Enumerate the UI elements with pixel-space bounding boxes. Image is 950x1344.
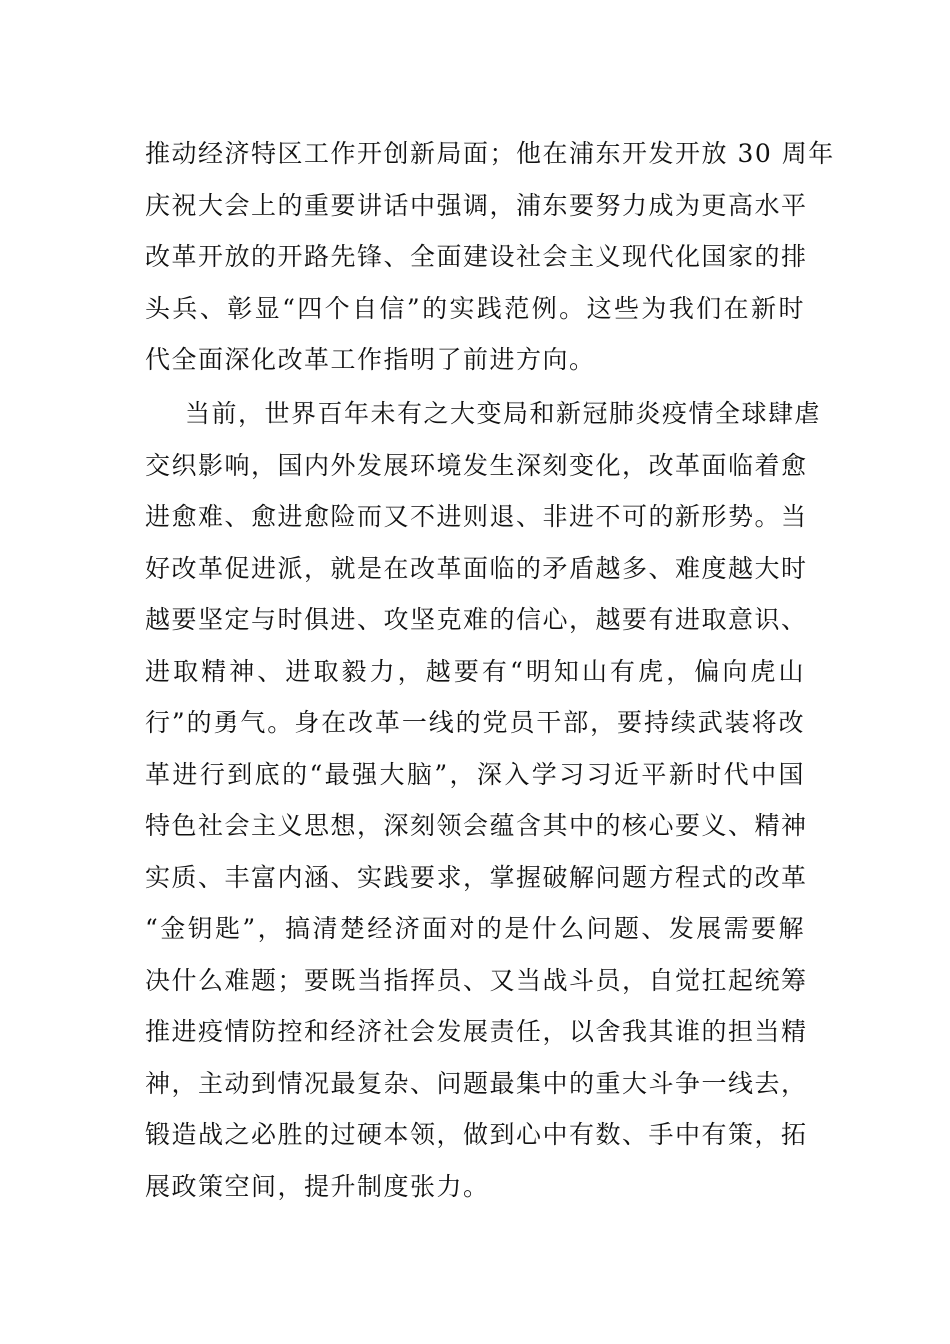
text-line: “金钥匙”，搞清楚经济面对的是什么问题、发展需要解 — [145, 914, 805, 943]
text-line: 推动经济特区工作开创新局面；他在浦东开发开放 30 周年 — [145, 139, 835, 168]
text-line: 行”的勇气。身在改革一线的党员干部，要持续武装将改 — [145, 708, 805, 737]
text-line: 进取精神、进取毅力，越要有“明知山有虎，偏向虎山 — [145, 656, 805, 686]
text-line: 当前，世界百年未有之大变局和新冠肺炎疫情全球肆虐 — [185, 399, 822, 428]
text-line: 进愈难、愈进愈险而又不进则退、非进不可的新形势。当 — [145, 502, 808, 531]
paragraph-2 — [145, 388, 822, 1212]
text-line: 决什么难题；要既当指挥员、又当战斗员，自觉扛起统筹 — [145, 965, 808, 995]
text-line: 推进疫情防控和经济社会发展责任，以舍我其谁的担当精 — [145, 1017, 808, 1046]
text-line: 革进行到底的“最强大脑”，深入学习习近平新时代中国 — [145, 759, 805, 789]
text-line: 实质、丰富内涵、实践要求，掌握破解问题方程式的改革 — [145, 862, 808, 892]
text-line: 越要坚定与时俱进、攻坚克难的信心，越要有进取意识、 — [145, 605, 808, 634]
text-line: 好改革促进派，就是在改革面临的矛盾越多、难度越大时 — [145, 553, 808, 583]
text-line: 庆祝大会上的重要讲话中强调，浦东要努力成为更高水平 — [145, 190, 808, 220]
text-line: 锻造战之必胜的过硬本领，做到心中有数、手中有策，拓 — [145, 1120, 808, 1149]
text-line: 特色社会主义思想，深刻领会蕴含其中的核心要义、精神 — [145, 811, 808, 840]
text-line: 交织影响，国内外发展环境发生深刻变化，改革面临着愈 — [145, 450, 808, 480]
text-line: 展政策空间，提升制度张力。 — [145, 1171, 490, 1201]
text-line: 头兵、彰显“四个自信”的实践范例。这些为我们在新时 — [145, 293, 805, 323]
text-line: 代全面深化改革工作指明了前进方向。 — [145, 345, 596, 374]
text-line: 改革开放的开路先锋、全面建设社会主义现代化国家的排 — [145, 242, 808, 271]
text-line: 神，主动到情况最复杂、问题最集中的重大斗争一线去， — [145, 1068, 808, 1098]
paragraph-1 — [145, 128, 835, 386]
